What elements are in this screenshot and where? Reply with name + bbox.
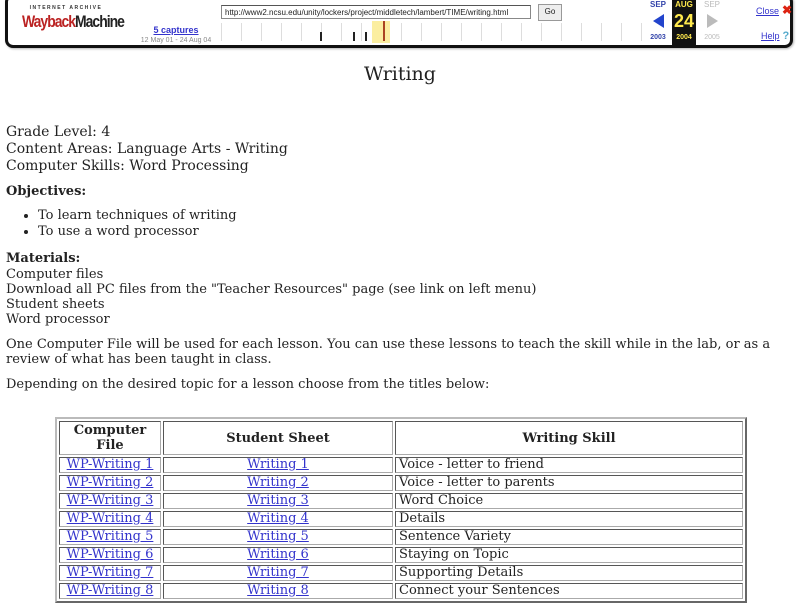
logo-internet-archive-text: INTERNET ARCHIVE bbox=[29, 5, 103, 11]
student-sheet-link[interactable]: Writing 1 bbox=[247, 457, 309, 472]
header-computer-file: Computer File bbox=[59, 421, 161, 455]
usage-paragraph: One Computer File will be used for each lesson. You can use these lessons to teach the skill while in the lab, or as a review of what has been taught in class. bbox=[6, 337, 771, 367]
sparkline-tick bbox=[521, 23, 522, 41]
student-sheet-link[interactable]: Writing 4 bbox=[247, 511, 309, 526]
instruction-paragraph: Depending on the desired topic for a lesson choose from the titles below: bbox=[6, 377, 490, 392]
table-row bbox=[59, 475, 743, 491]
material-item: Word processor bbox=[6, 312, 110, 327]
next-capture bbox=[700, 0, 724, 45]
current-year: 2004 bbox=[676, 34, 692, 41]
next-year: 2005 bbox=[704, 34, 720, 41]
wayback-logo[interactable] bbox=[22, 5, 124, 37]
computer-file-link[interactable]: WP-Writing 6 bbox=[66, 547, 154, 562]
captures-range: 12 May 01 - 24 Aug 04 bbox=[140, 37, 212, 44]
table-header-row bbox=[59, 421, 743, 455]
sparkline-tick bbox=[541, 23, 542, 41]
page-title: Writing bbox=[364, 63, 436, 85]
materials-heading: Materials: bbox=[6, 251, 81, 266]
sparkline-tick bbox=[501, 23, 502, 41]
captures-link[interactable]: 5 captures bbox=[153, 25, 199, 35]
objectives-heading: Objectives: bbox=[6, 184, 87, 199]
prev-arrow-icon[interactable] bbox=[653, 14, 664, 28]
computer-file-link[interactable]: WP-Writing 3 bbox=[66, 493, 154, 508]
objective-item: • To use a word processor bbox=[38, 224, 796, 240]
objective-item: • To learn techniques of writing bbox=[38, 208, 796, 224]
capture-mark[interactable] bbox=[353, 32, 355, 41]
header-student-sheet: Student Sheet bbox=[163, 421, 393, 455]
sparkline-tick bbox=[461, 23, 462, 41]
sparkline-tick bbox=[481, 23, 482, 41]
table-row bbox=[59, 547, 743, 563]
prev-year[interactable]: 2003 bbox=[650, 34, 666, 41]
close-icon[interactable]: ✖ bbox=[782, 3, 793, 17]
header-writing-skill: Writing Skill bbox=[395, 421, 743, 455]
sparkline-tick bbox=[281, 23, 282, 41]
writing-skill: Voice - letter to parents bbox=[395, 475, 743, 491]
wayback-toolbar bbox=[5, 0, 793, 48]
prev-capture[interactable] bbox=[646, 0, 670, 45]
computer-skills: Computer Skills: Word Processing bbox=[6, 158, 249, 174]
captures-info bbox=[136, 25, 216, 44]
capture-sparkline[interactable] bbox=[213, 21, 646, 43]
help-link[interactable]: Help bbox=[761, 31, 780, 41]
material-item: Download all PC files from the "Teacher Resources" page (see link on left menu) bbox=[6, 282, 537, 297]
sparkline-tick bbox=[401, 23, 402, 41]
student-sheet-link[interactable]: Writing 5 bbox=[247, 529, 309, 544]
next-month: SEP bbox=[703, 0, 720, 9]
sparkline-tick bbox=[441, 23, 442, 41]
sparkline-tick bbox=[221, 23, 222, 41]
help-icon[interactable]: ? bbox=[782, 30, 790, 42]
grade-level: Grade Level: 4 bbox=[6, 124, 111, 140]
writing-skill: Word Choice bbox=[395, 493, 743, 509]
capture-mark[interactable] bbox=[320, 32, 322, 41]
student-sheet-link[interactable]: Writing 2 bbox=[247, 475, 309, 490]
current-capture bbox=[672, 0, 696, 45]
computer-file-link[interactable]: WP-Writing 7 bbox=[66, 565, 154, 580]
sparkline-tick bbox=[421, 23, 422, 41]
help-toolbar[interactable] bbox=[761, 30, 789, 42]
next-arrow-icon bbox=[707, 14, 718, 28]
table-row bbox=[59, 565, 743, 581]
current-capture-mark[interactable] bbox=[383, 21, 385, 41]
table-row bbox=[59, 457, 743, 473]
computer-file-link[interactable]: WP-Writing 1 bbox=[66, 457, 154, 472]
sparkline-tick bbox=[241, 23, 242, 41]
content-areas: Content Areas: Language Arts - Writing bbox=[6, 141, 288, 157]
date-navigator bbox=[646, 0, 728, 45]
table-row bbox=[59, 493, 743, 509]
go-button[interactable]: Go bbox=[538, 4, 562, 21]
prev-month: SEP bbox=[649, 0, 666, 9]
table-row bbox=[59, 583, 743, 599]
student-sheet-link[interactable]: Writing 6 bbox=[247, 547, 309, 562]
sparkline-tick bbox=[581, 23, 582, 41]
current-month: AUG bbox=[675, 0, 693, 9]
objectives-list bbox=[6, 208, 796, 240]
logo-wayback-machine-text: WaybackMachine bbox=[22, 12, 124, 31]
computer-file-link[interactable]: WP-Writing 2 bbox=[66, 475, 154, 490]
computer-file-link[interactable]: WP-Writing 4 bbox=[66, 511, 154, 526]
capture-mark[interactable] bbox=[365, 32, 367, 41]
writing-skill: Voice - letter to friend bbox=[395, 457, 743, 473]
writing-skill: Staying on Topic bbox=[395, 547, 743, 563]
sparkline-tick bbox=[561, 23, 562, 41]
current-year-highlight bbox=[372, 21, 390, 43]
sparkline-tick bbox=[601, 23, 602, 41]
computer-file-link[interactable]: WP-Writing 5 bbox=[66, 529, 154, 544]
material-item: Computer files bbox=[6, 267, 104, 282]
writing-skill: Sentence Variety bbox=[395, 529, 743, 545]
sparkline-tick bbox=[341, 23, 342, 41]
sparkline-tick bbox=[361, 23, 362, 41]
sparkline-tick bbox=[261, 23, 262, 41]
lessons-table bbox=[55, 417, 747, 603]
close-link[interactable]: Close bbox=[756, 6, 780, 16]
sparkline-tick bbox=[641, 23, 642, 41]
computer-file-link[interactable]: WP-Writing 8 bbox=[66, 583, 154, 598]
sparkline-tick bbox=[621, 23, 622, 41]
table-row bbox=[59, 529, 743, 545]
sparkline-tick bbox=[301, 23, 302, 41]
writing-skill: Supporting Details bbox=[395, 565, 743, 581]
writing-skill: Details bbox=[395, 511, 743, 527]
student-sheet-link[interactable]: Writing 8 bbox=[247, 583, 309, 598]
student-sheet-link[interactable]: Writing 3 bbox=[247, 493, 309, 508]
lesson-content bbox=[6, 124, 796, 392]
table-row bbox=[59, 511, 743, 527]
writing-skill: Connect your Sentences bbox=[395, 583, 743, 599]
current-day: 24 bbox=[673, 11, 695, 31]
url-input[interactable]: http://www2.ncsu.edu/unity/lockers/project/middletech/lambert/TIME/writing.html bbox=[221, 5, 531, 19]
student-sheet-link[interactable]: Writing 7 bbox=[247, 565, 309, 580]
close-toolbar[interactable] bbox=[756, 3, 792, 17]
material-item: Student sheets bbox=[6, 297, 105, 312]
